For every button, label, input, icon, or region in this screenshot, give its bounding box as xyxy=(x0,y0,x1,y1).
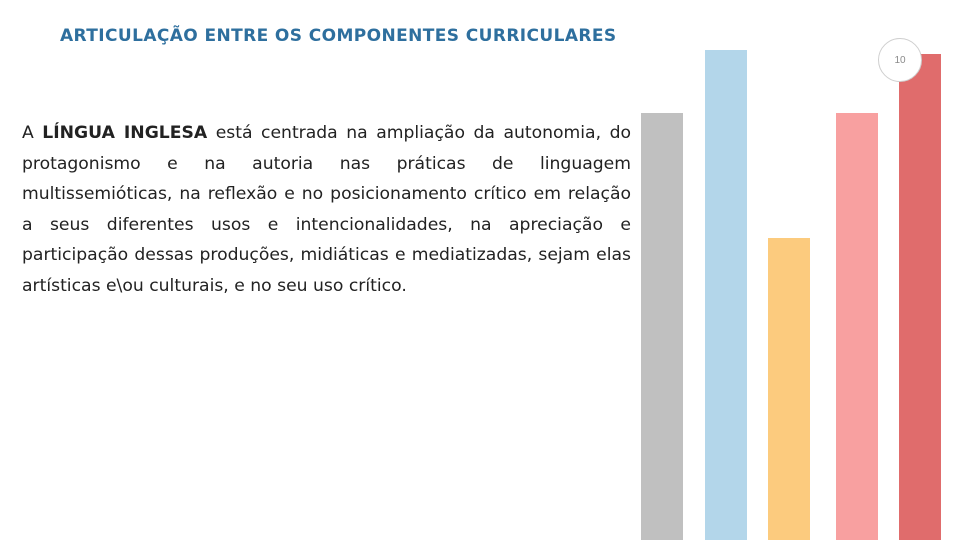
body-text: está centrada na ampliação da autonomia, do protagonismo e na autoria nas práticas de linguagem multissemióticas, na reflexão e no posicionamento crítico em relação a seus diferentes usos e intencionalidades, na apreciação e participação dessas produções, midiáticas e mediatizadas, sejam elas artísticas e\ou culturais, e no seu uso crítico. xyxy=(22,123,632,296)
body-prefix: A xyxy=(22,123,34,143)
page-number-badge xyxy=(878,38,922,82)
decorative-bar-gray xyxy=(641,113,683,540)
decorative-bar-blue xyxy=(705,50,747,540)
slide-title: ARTICULAÇÃO ENTRE OS COMPONENTES CURRICULARES xyxy=(60,26,617,46)
decorative-bar-pink xyxy=(836,113,878,540)
page-number: 10 xyxy=(894,54,906,66)
decorative-bar-red xyxy=(899,54,941,540)
decorative-bar-yellow xyxy=(768,238,810,540)
body-paragraph xyxy=(22,118,631,301)
body-emphasis: LÍNGUA INGLESA xyxy=(42,123,208,143)
